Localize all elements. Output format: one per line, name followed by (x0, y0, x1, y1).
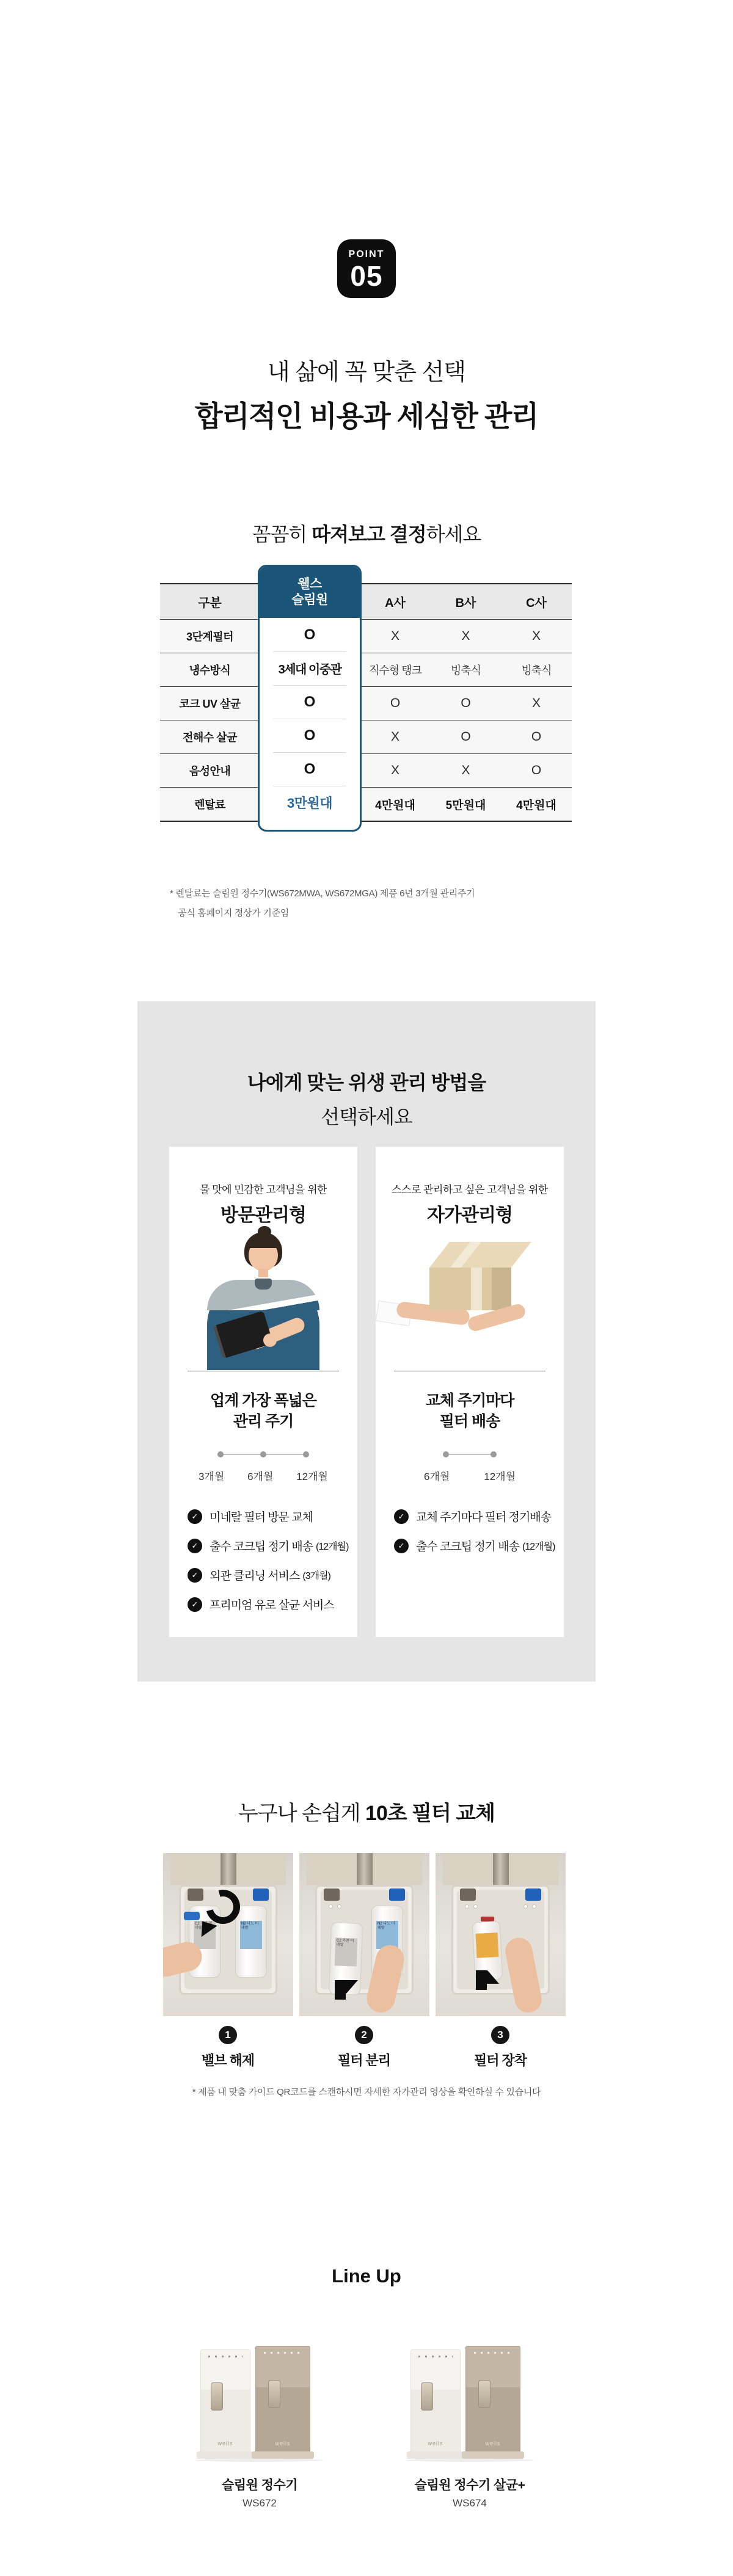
row-label: 전해수 살균 (160, 720, 260, 753)
self-care-card (376, 1147, 564, 1637)
hero-line1: 내 삶에 꼭 맞춘 선택 (268, 360, 465, 385)
wells-logo: wells (428, 2440, 443, 2447)
machine-column (357, 1853, 373, 1885)
list-item (188, 1596, 354, 1613)
purifier-beige (255, 2346, 310, 2454)
hero-line2: 합리적인 비용과 세심한 관리 (195, 400, 538, 432)
wells-logo: wells (485, 2440, 501, 2447)
compare-section-title (0, 519, 733, 547)
purifier-beige (465, 2346, 520, 2454)
visit-benefit-list (188, 1508, 354, 1625)
col-header-a: A사 (360, 584, 431, 619)
row-label: 렌탈료 (160, 787, 260, 821)
filter-title-prefix: 누구나 손쉽게 (238, 1802, 366, 1825)
valve-connector-right (389, 1888, 405, 1901)
step-label: 필터 장착 (473, 2053, 527, 2068)
timeline-label: 12개월 (296, 1471, 328, 1482)
list-item-text: 교체 주기마다 필터 정기배송 (416, 1511, 552, 1524)
visit-timeline (169, 1451, 357, 1483)
list-item-text: 출수 코크팁 정기 배송 (416, 1540, 520, 1553)
product-base (197, 2451, 254, 2459)
self-timeline (376, 1451, 564, 1483)
check-icon: ✓ (188, 1509, 202, 1524)
wells-value: O (260, 685, 360, 719)
valve-connector-right (253, 1888, 269, 1901)
step-caption (451, 2026, 549, 2069)
outlet-pin (532, 1904, 536, 1909)
staff-shirt-collar (255, 1279, 272, 1290)
hygiene-section-title (137, 1067, 596, 1130)
machine-column (221, 1853, 236, 1885)
self-benefit-line2: 필터 배송 (439, 1412, 500, 1430)
product-base (252, 2451, 314, 2459)
check-icon: ✓ (394, 1539, 409, 1553)
wells-logo: wells (275, 2440, 291, 2447)
timeline-dot (443, 1451, 449, 1457)
hero-headline (0, 353, 733, 435)
timeline-dot (260, 1451, 266, 1457)
filter-title-bold: 10초 필터 교체 (365, 1802, 495, 1825)
list-item (188, 1508, 354, 1525)
step-number-badge: 1 (219, 2026, 237, 2044)
timeline-line (443, 1451, 497, 1458)
cartridge-label: N2 나노 미네랄 (376, 1921, 398, 1949)
product-base (407, 2451, 464, 2459)
staff-fringe (249, 1237, 278, 1248)
outlet-pin (523, 1904, 528, 1909)
water-spout (478, 2380, 490, 2408)
visit-benefit-line2: 관리 주기 (233, 1412, 294, 1430)
timeline-label: 3개월 (199, 1471, 225, 1482)
display-panel (208, 2356, 243, 2357)
staff-polo-shirt (207, 1280, 319, 1370)
filter-footnote: * 제품 내 맞춤 가이드 QR코드를 스캔하시면 자세한 자가관리 영상을 확인하실 수 있습니다 (192, 2087, 541, 2097)
purifier-white (410, 2349, 461, 2454)
machine-top (443, 1853, 558, 1885)
product-group-ws674 (406, 2345, 534, 2461)
check-icon: ✓ (188, 1539, 202, 1553)
display-panel (418, 2356, 453, 2357)
cell-b: 5만원대 (431, 787, 501, 821)
wells-highlight-column (258, 565, 362, 832)
timeline-dot (217, 1451, 224, 1457)
wells-header-line2: 슬림원 (291, 593, 328, 607)
col-header-c: C사 (501, 584, 572, 619)
product-name: 슬림원 정수기 살균+ (414, 2478, 525, 2492)
visit-benefit-line1: 업계 가장 폭넓은 (210, 1392, 316, 1409)
box-front-face (429, 1268, 492, 1310)
list-item-text: 프리미엄 유로 살균 서비스 (210, 1599, 334, 1612)
product-name: 슬림원 정수기 (221, 2478, 298, 2492)
hygiene-title-line1: 나에게 맞는 위생 관리 방법을 (247, 1072, 486, 1094)
timeline-dot (490, 1451, 497, 1457)
list-item-text: 출수 코크팁 정기 배송 (210, 1540, 313, 1553)
wells-rental-value: 3만원대 (260, 786, 360, 819)
staff-neck (258, 1269, 268, 1277)
check-icon: ✓ (188, 1597, 202, 1612)
machine-column (493, 1853, 509, 1885)
filter-compartment (179, 1885, 277, 1995)
col-header-category: 구분 (160, 584, 260, 619)
hygiene-title-line2: 선택하세요 (321, 1106, 412, 1128)
table-footnote-line2: 공식 홈페이지 정상가 기준임 (178, 907, 289, 918)
product-model: WS674 (453, 2497, 487, 2509)
step-number-badge: 2 (355, 2026, 373, 2044)
step-label: 밸브 해제 (201, 2053, 255, 2068)
self-benefit-line1: 교체 주기마다 (425, 1392, 514, 1409)
valve-connector-left (460, 1888, 476, 1901)
wells-value: 3세대 이중관 (260, 651, 360, 685)
self-card-title: 자가관리형 (427, 1205, 512, 1225)
staff-hand (263, 1333, 277, 1347)
timeline-labels (199, 1468, 328, 1483)
row-label: 음성안내 (160, 753, 260, 787)
cell-c: 빙축식 (501, 653, 572, 686)
wells-header-line1: 웰스 (297, 576, 322, 591)
cell-c: 4만원대 (501, 787, 572, 821)
list-item (188, 1567, 354, 1583)
display-panel (264, 2352, 302, 2354)
arrow-head (335, 1980, 358, 1994)
self-card-benefit (376, 1391, 564, 1432)
timeline-label: 6개월 (247, 1471, 274, 1482)
point-badge (337, 239, 396, 298)
filter-cartridge-right (235, 1906, 267, 1978)
water-spout (421, 2382, 433, 2411)
product-group-ws672 (195, 2345, 324, 2461)
step3-photo-filter-install (436, 1853, 566, 2016)
box-side-face (492, 1268, 511, 1310)
visit-care-card (169, 1147, 357, 1637)
cell-a: O (360, 686, 431, 720)
check-icon: ✓ (188, 1568, 202, 1583)
self-card-subtitle: 스스로 관리하고 싶은 고객님을 위한 (392, 1184, 548, 1195)
cell-b: O (431, 720, 501, 753)
delivery-box-photo (376, 1225, 564, 1370)
list-item (394, 1537, 560, 1554)
staff-tablet (213, 1311, 274, 1359)
list-item-note: (3개월) (302, 1571, 330, 1581)
cartridge-label: N2 나노 미네랄 (240, 1921, 262, 1949)
point-badge-label: POINT (348, 249, 385, 259)
list-item-note: (12개월) (316, 1542, 349, 1552)
hygiene-section (137, 1001, 596, 1682)
timeline-bar (446, 1454, 494, 1455)
valve-connector-right (525, 1888, 541, 1901)
cell-c: X (501, 619, 572, 653)
filter-section-title (0, 1796, 733, 1826)
service-staff-photo (169, 1225, 357, 1370)
timeline-dot (303, 1451, 309, 1457)
compare-title-prefix: 꼼꼼히 (252, 523, 312, 545)
cell-c: O (501, 753, 572, 787)
wells-value: O (304, 626, 316, 643)
visit-card-title: 방문관리형 (221, 1205, 306, 1225)
cell-a: 4만원대 (360, 787, 431, 821)
outlet-pin (473, 1904, 478, 1909)
product-shadow (406, 2459, 534, 2462)
lineup-title: Line Up (332, 2265, 401, 2287)
comparison-table (160, 576, 572, 822)
check-icon: ✓ (394, 1509, 409, 1524)
cell-b: 빙축식 (431, 653, 501, 686)
purifier-white (200, 2349, 250, 2454)
product-shadow (195, 2459, 324, 2462)
row-label: 냉수방식 (160, 653, 260, 686)
row-label: 3단계필터 (160, 619, 260, 653)
blue-valve (184, 1912, 200, 1920)
product-base (462, 2451, 524, 2459)
product-model: WS672 (243, 2497, 277, 2509)
valve-connector-left (188, 1888, 203, 1901)
step-label: 필터 분리 (337, 2053, 391, 2068)
col-header-b: B사 (431, 584, 501, 619)
cell-c: O (501, 720, 572, 753)
cartridge-label: C2 카본 미네랄 (194, 1921, 216, 1949)
outlet-pin (337, 1904, 341, 1909)
cell-b: X (431, 619, 501, 653)
self-benefit-list (394, 1508, 560, 1567)
outlet-pin (329, 1904, 333, 1909)
timeline-label: 12개월 (484, 1471, 516, 1482)
box-top-face (429, 1242, 531, 1268)
water-spout (211, 2382, 223, 2411)
wells-value: O (260, 719, 360, 752)
step-caption (315, 2026, 413, 2069)
step-number-badge: 3 (491, 2026, 509, 2044)
wells-value: O (260, 752, 360, 786)
timeline-line (217, 1451, 309, 1458)
cell-a: 직수형 탱크 (360, 653, 431, 686)
comparison-grid (160, 583, 572, 822)
list-item (188, 1537, 354, 1554)
display-panel (474, 2352, 512, 2354)
cell-a: X (360, 753, 431, 787)
machine-top (307, 1853, 422, 1885)
timeline-label: 6개월 (424, 1471, 450, 1482)
cell-b: X (431, 753, 501, 787)
cell-a: X (360, 720, 431, 753)
step2-photo-filter-removal (299, 1853, 429, 2016)
row-label: 코크 UV 살균 (160, 686, 260, 720)
outlet-pin (465, 1904, 469, 1909)
step-caption (179, 2026, 277, 2069)
compare-title-suffix: 하세요 (426, 523, 481, 545)
cartridge-label: C2 카본 미네랄 (335, 1937, 358, 1966)
wells-logo: wells (217, 2440, 233, 2447)
cell-a: X (360, 619, 431, 653)
arrow-shaft (476, 1970, 487, 1990)
table-footnote-line1: * 렌탈료는 슬림원 정수기(WS672MWA, WS672MGA) 제품 6년 3개월 관리주기 (170, 888, 475, 899)
step1-photo-valve-release (163, 1853, 293, 2016)
point-badge-number: 05 (350, 260, 383, 292)
list-item-note: (12개월) (522, 1542, 555, 1552)
list-item (394, 1508, 560, 1525)
valve-connector-left (324, 1888, 340, 1901)
table-footnote (170, 884, 475, 923)
water-spout (268, 2380, 280, 2408)
box-tape (471, 1268, 482, 1310)
cell-b: O (431, 686, 501, 720)
timeline-labels (424, 1468, 516, 1483)
list-item-text: 미네랄 필터 방문 교체 (210, 1511, 313, 1524)
list-item-text: 외관 클리닝 서비스 (210, 1570, 300, 1583)
wells-column-header (260, 567, 360, 618)
visit-card-benefit (169, 1391, 357, 1432)
compare-title-bold: 따져보고 결정 (312, 523, 426, 545)
cartridge-label (476, 1932, 499, 1958)
cell-c: X (501, 686, 572, 720)
machine-top (170, 1853, 286, 1885)
visit-card-subtitle: 물 맛에 민감한 고객님을 위한 (200, 1184, 327, 1195)
